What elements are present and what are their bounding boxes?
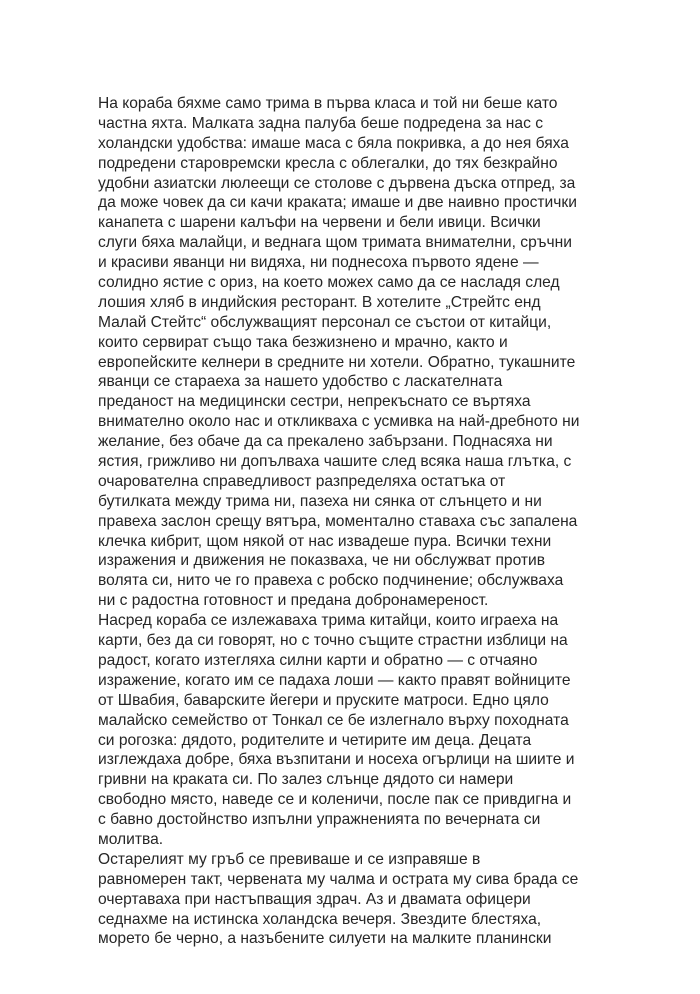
text-line: подредени старовремски кресла с облегалки, до тях безкрайно bbox=[98, 154, 558, 172]
text-line: Насред кораба се излежаваха трима китайци, които играеха на bbox=[98, 612, 559, 630]
text-line: лошия хляб в индийския ресторант. В хотелите „Стрейтс енд bbox=[98, 293, 541, 311]
text-line: холандски удобства: имаше маса с бяла покривка, а до нея бяха bbox=[98, 134, 569, 152]
text-line: изражение, когато им се падаха лоши — както правят войниците bbox=[98, 671, 571, 689]
text-line: свободно място, наведе се и коленичи, после пак се привдигна и bbox=[98, 791, 572, 809]
text-line: от Швабия, баварските йегери и пруските матроси. Едно цяло bbox=[98, 691, 549, 709]
text-line: правеха заслон срещу вятъра, моментално ставаха със запалена bbox=[98, 512, 578, 530]
text-line: карти, без да си говорят, но с точно същите страстни изблици на bbox=[98, 632, 568, 650]
text-line: морето бе черно, а назъбените силуети на малките планински bbox=[98, 930, 552, 948]
text-line: волята си, нито че го правеха с робско подчинение; обслужваха bbox=[98, 572, 564, 590]
text-line: На кораба бяхме само трима в първа класа и той ни беше като bbox=[98, 95, 558, 112]
text-line: гривни на краката си. По залез слънце дядото си намери bbox=[98, 771, 514, 789]
text-line: клечка кибрит, щом някой от нас извадеше пура. Всички техни bbox=[98, 532, 552, 550]
text-line: внимателно около нас и откликваха с усмивка на най-дребното ни bbox=[98, 413, 580, 431]
text-line: частна яхта. Малката задна палуба беше подредена за нас с bbox=[98, 114, 543, 132]
text-line: очарователна справедливост разпределяха остатъка от bbox=[98, 472, 506, 490]
text-line: желание, без обаче да са прекалено забързани. Поднасяха ни bbox=[98, 433, 553, 451]
text-line: канапета с шарени калъфи на червени и бели ивици. Всички bbox=[98, 214, 541, 232]
text-line: равномерен такт, червената му чалма и острата му сива брада се bbox=[98, 870, 579, 888]
text-line: изглеждаха добре, бяха възпитани и носеха огърлици на шиите и bbox=[98, 751, 575, 769]
text-line: седнахме на истинска холандска вечеря. Звездите блестяха, bbox=[98, 910, 542, 928]
text-line: малайско семейство от Тонкал се бе излегнало върху походната bbox=[98, 711, 569, 729]
text-line: очертаваха при настъпващия здрач. Аз и двамата офицери bbox=[98, 890, 531, 908]
text-line: молитва. bbox=[98, 830, 164, 848]
text-line: удобни азиатски люлеещи се столове с дървена дъска отпред, за bbox=[98, 174, 576, 192]
text-line: бутилката между трима ни, пазеха ни сянка от слънцето и ни bbox=[98, 492, 542, 510]
text-line: Остарелият му гръб се превиваше и се изправяше в bbox=[98, 850, 481, 868]
text-line: солидно ястие с ориз, на което можех само да се насладя след bbox=[98, 274, 560, 292]
text-line: слуги бяха малайци, и веднага щом тримата внимателни, сръчни bbox=[98, 234, 572, 252]
text-line: да може човек да си качи краката; имаше и две наивно простички bbox=[98, 194, 577, 212]
text-line: яванци се стараеха за нашето удобство с ласкателната bbox=[98, 373, 503, 391]
text-line: с бавно достойнство изпълни упражненията по вечерната си bbox=[98, 811, 541, 829]
text-line: ястия, грижливо ни допълваха чашите след всяка наша глътка, с bbox=[98, 453, 572, 471]
text-line: радост, когато изтегляха силни карти и обратно — с отчаяно bbox=[98, 651, 538, 669]
text-line: европейските келнери в средните ни хотели. Обратно, тукашните bbox=[98, 353, 576, 371]
text-line: които сервират също така безжизнено и мрачно, както и bbox=[98, 333, 508, 351]
body-text bbox=[98, 94, 618, 949]
text-line: Малай Стейтс“ обслужващият персонал се състои от китайци, bbox=[98, 313, 552, 331]
text-line: и красиви яванци ни видяха, ни поднесоха първото ядене — bbox=[98, 254, 539, 272]
text-line: преданост на медицински сестри, непрекъснато се въртяха bbox=[98, 393, 531, 411]
text-line: ни с радостна готовност и предана добронамереност. bbox=[98, 592, 489, 610]
text-line: изражения и движения не показваха, че ни обслужват против bbox=[98, 552, 546, 570]
text-line: си рогозка: дядото, родителите и четирите им деца. Децата bbox=[98, 731, 532, 749]
